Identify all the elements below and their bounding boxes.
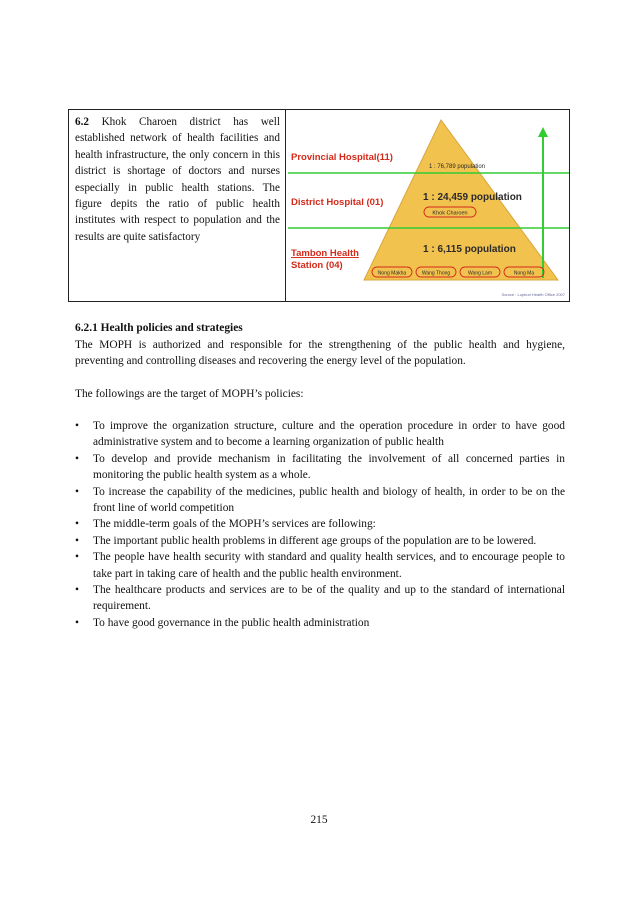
pill-district-label: Khok Charoen xyxy=(432,210,468,217)
health-pyramid-figure xyxy=(286,110,569,301)
bullet-icon: • xyxy=(75,616,79,629)
bullet-icon: • xyxy=(75,420,79,432)
list-item-text: The middle-term goals of the MOPH’s services are following: xyxy=(93,518,376,531)
info-box-text xyxy=(69,110,286,301)
pill-tambon-1-label: Nong Makha xyxy=(377,270,407,277)
info-box-description: Khok Charoen district has well established network of health facilities and health infrastructure, the only concern in this district is shortage of doctors and nurses especially in public health stations. The figure depits the ratio of public health institutes with respect to population and the results are quite satisfactory xyxy=(75,116,280,243)
label-provincial-hospital: Provincial Hospital(11) xyxy=(291,152,393,163)
ratio-provincial: 1 : 76,789 population xyxy=(429,164,486,170)
list-item-text: The healthcare products and services are to be of the quality and up to the standard of international requirement. xyxy=(93,584,565,613)
bullet-icon: • xyxy=(75,485,79,498)
section-number: 6.2 xyxy=(75,116,89,128)
list-item xyxy=(75,582,565,615)
list-item xyxy=(75,484,565,517)
list-item-text: To develop and provide mechanism in facilitating the involvement of all concerned parties in monitoring the public health system as a whole. xyxy=(93,452,565,482)
bullet-icon: • xyxy=(75,551,79,564)
list-item-text: To increase the capability of the medicines, public health and biology of health, in order to be on the front line of world competition xyxy=(93,485,565,515)
ratio-tambon: 1 : 6,115 population xyxy=(423,244,516,255)
list-item-text: To improve the organization structure, culture and the operation procedure in order to have good administrative system and to become a learning organization of public health xyxy=(93,420,565,449)
bullet-icon: • xyxy=(75,584,79,597)
list-item xyxy=(75,516,565,532)
pill-tambon-4-label: Nong Ma xyxy=(513,270,535,277)
bullet-icon: • xyxy=(75,452,79,465)
list-item xyxy=(75,418,565,451)
section-heading: 6.2.1 Health policies and strategies xyxy=(75,322,243,334)
list-item xyxy=(75,549,565,582)
list-item-text: To have good governance in the public health administration xyxy=(93,616,370,629)
figure-source: Source : Lopburi Health Office 2007 xyxy=(501,292,565,297)
list-item-text: The people have health security with standard and quality health services, and to encourage people to take part in taking care of health and the public health environment. xyxy=(93,551,565,580)
info-box xyxy=(68,109,570,302)
policies-intro: The followings are the target of MOPH’s policies: xyxy=(75,388,304,400)
up-arrow-icon xyxy=(538,127,548,137)
list-item xyxy=(75,451,565,484)
list-item xyxy=(75,615,565,631)
list-item xyxy=(75,533,565,549)
policies-list xyxy=(75,418,565,631)
bullet-icon: • xyxy=(75,518,79,531)
ratio-district: 1 : 24,459 population xyxy=(423,192,522,203)
label-district-hospital: District Hospital (01) xyxy=(291,197,384,208)
pill-tambon-3-label: Wang Lam xyxy=(468,270,492,277)
section-paragraph: The MOPH is authorized and responsible for the strengthening of the public health and hygiene, preventing and controlling diseases and recovering the energy level of the population. xyxy=(75,339,565,368)
label-tambon-line1: Tambon Health xyxy=(291,248,359,259)
pill-tambon-2-label: Wang Thong xyxy=(421,270,451,277)
list-item-text: The important public health problems in different age groups of the population are to be lowered. xyxy=(93,534,537,547)
page-number: 215 xyxy=(310,814,328,826)
bullet-icon: • xyxy=(75,534,79,547)
pyramid-svg xyxy=(286,110,569,301)
label-tambon-line2: Station (04) xyxy=(291,260,343,271)
